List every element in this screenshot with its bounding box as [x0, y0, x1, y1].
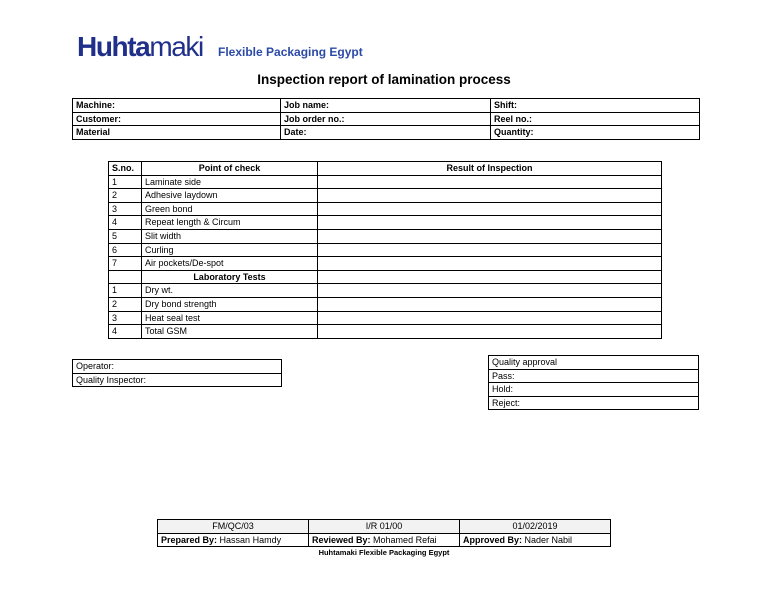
- table-row: [109, 257, 662, 271]
- machine-field[interactable]: Machine:: [73, 99, 281, 113]
- blank-cell: [318, 270, 662, 284]
- footer-company-name: Huhtamaki Flexible Packaging Egypt: [318, 548, 450, 557]
- table-row: [489, 383, 699, 397]
- table-row: [489, 369, 699, 383]
- customer-field[interactable]: Customer:: [73, 112, 281, 126]
- operator-table: [72, 359, 282, 387]
- lab-tests-heading: Laboratory Tests: [142, 270, 318, 284]
- date-field[interactable]: Date:: [281, 126, 491, 140]
- result-cell[interactable]: [318, 243, 662, 257]
- reject-field[interactable]: Reject:: [489, 396, 699, 410]
- result-cell[interactable]: [318, 175, 662, 189]
- sno-cell: 1: [109, 284, 142, 298]
- point-cell: Green bond: [142, 202, 318, 216]
- lab-tests-heading-row: [109, 270, 662, 284]
- table-row: [73, 373, 282, 387]
- result-cell[interactable]: [318, 284, 662, 298]
- approved-by-label: Approved By:: [463, 534, 523, 545]
- sno-cell: 4: [109, 216, 142, 230]
- result-cell[interactable]: [318, 311, 662, 325]
- reviewed-by: [309, 533, 460, 547]
- sno-cell: 7: [109, 257, 142, 271]
- company-logo: [77, 30, 203, 64]
- sno-cell: 6: [109, 243, 142, 257]
- result-cell[interactable]: [318, 325, 662, 339]
- sno-cell: 3: [109, 202, 142, 216]
- table-row: [158, 520, 611, 534]
- table-row: [73, 99, 700, 113]
- prepared-by-name: Hassan Hamdy: [219, 534, 282, 545]
- table-header-row: [109, 162, 662, 176]
- reel-no-field[interactable]: Reel no.:: [491, 112, 700, 126]
- table-row: [109, 284, 662, 298]
- point-cell: Heat seal test: [142, 311, 318, 325]
- table-row: [109, 311, 662, 325]
- sno-cell: 2: [109, 189, 142, 203]
- table-row: [109, 229, 662, 243]
- report-title: Inspection report of lamination process: [257, 72, 511, 87]
- reviewed-by-name: Mohamed Refai: [373, 534, 437, 545]
- table-row: [109, 216, 662, 230]
- table-row: [109, 202, 662, 216]
- point-of-check-header: Point of check: [142, 162, 318, 176]
- logo-subtitle: Flexible Packaging Egypt: [218, 45, 363, 59]
- logo-text-bold: Huhta: [77, 31, 150, 62]
- table-row: [109, 297, 662, 311]
- result-cell[interactable]: [318, 202, 662, 216]
- table-row: [109, 325, 662, 339]
- pass-field[interactable]: Pass:: [489, 369, 699, 383]
- result-cell[interactable]: [318, 189, 662, 203]
- approved-by-name: Nader Nabil: [524, 534, 573, 545]
- point-cell: Laminate side: [142, 175, 318, 189]
- point-cell: Curling: [142, 243, 318, 257]
- point-cell: Total GSM: [142, 325, 318, 339]
- reviewed-by-label: Reviewed By:: [312, 534, 371, 545]
- sno-cell: 2: [109, 297, 142, 311]
- material-field[interactable]: Material: [73, 126, 281, 140]
- quality-inspector-field[interactable]: Quality Inspector:: [73, 373, 282, 387]
- table-row: [489, 396, 699, 410]
- point-cell: Air pockets/De-spot: [142, 257, 318, 271]
- job-name-field[interactable]: Job name:: [281, 99, 491, 113]
- hold-field[interactable]: Hold:: [489, 383, 699, 397]
- sno-cell: 5: [109, 229, 142, 243]
- approved-by: [460, 533, 611, 547]
- table-row: [109, 243, 662, 257]
- table-row: [73, 112, 700, 126]
- point-cell: Slit width: [142, 229, 318, 243]
- operator-field[interactable]: Operator:: [73, 360, 282, 374]
- point-cell: Dry wt.: [142, 284, 318, 298]
- point-cell: Repeat length & Circum: [142, 216, 318, 230]
- table-row: [489, 356, 699, 370]
- issue-date: 01/02/2019: [460, 520, 611, 534]
- inspection-table: [108, 161, 662, 339]
- revision-number: I/R 01/00: [309, 520, 460, 534]
- logo-text-light: maki: [149, 31, 203, 62]
- result-cell[interactable]: [318, 229, 662, 243]
- table-row: [109, 175, 662, 189]
- table-row: [158, 533, 611, 547]
- table-row: [73, 360, 282, 374]
- quality-approval-title: Quality approval: [489, 356, 699, 370]
- sno-cell: 3: [109, 311, 142, 325]
- table-row: [109, 189, 662, 203]
- job-order-field[interactable]: Job order no.:: [281, 112, 491, 126]
- sno-cell: 1: [109, 175, 142, 189]
- result-header: Result of Inspection: [318, 162, 662, 176]
- result-cell[interactable]: [318, 216, 662, 230]
- job-info-table: [72, 98, 700, 140]
- result-cell[interactable]: [318, 257, 662, 271]
- shift-field[interactable]: Shift:: [491, 99, 700, 113]
- sno-header: S.no.: [109, 162, 142, 176]
- form-number: FM/QC/03: [158, 520, 309, 534]
- point-cell: Adhesive laydown: [142, 189, 318, 203]
- table-row: [73, 126, 700, 140]
- result-cell[interactable]: [318, 297, 662, 311]
- prepared-by: [158, 533, 309, 547]
- quantity-field[interactable]: Quantity:: [491, 126, 700, 140]
- document-control-table: [157, 519, 611, 547]
- blank-cell: [109, 270, 142, 284]
- point-cell: Dry bond strength: [142, 297, 318, 311]
- sno-cell: 4: [109, 325, 142, 339]
- prepared-by-label: Prepared By:: [161, 534, 218, 545]
- quality-approval-table: [488, 355, 699, 410]
